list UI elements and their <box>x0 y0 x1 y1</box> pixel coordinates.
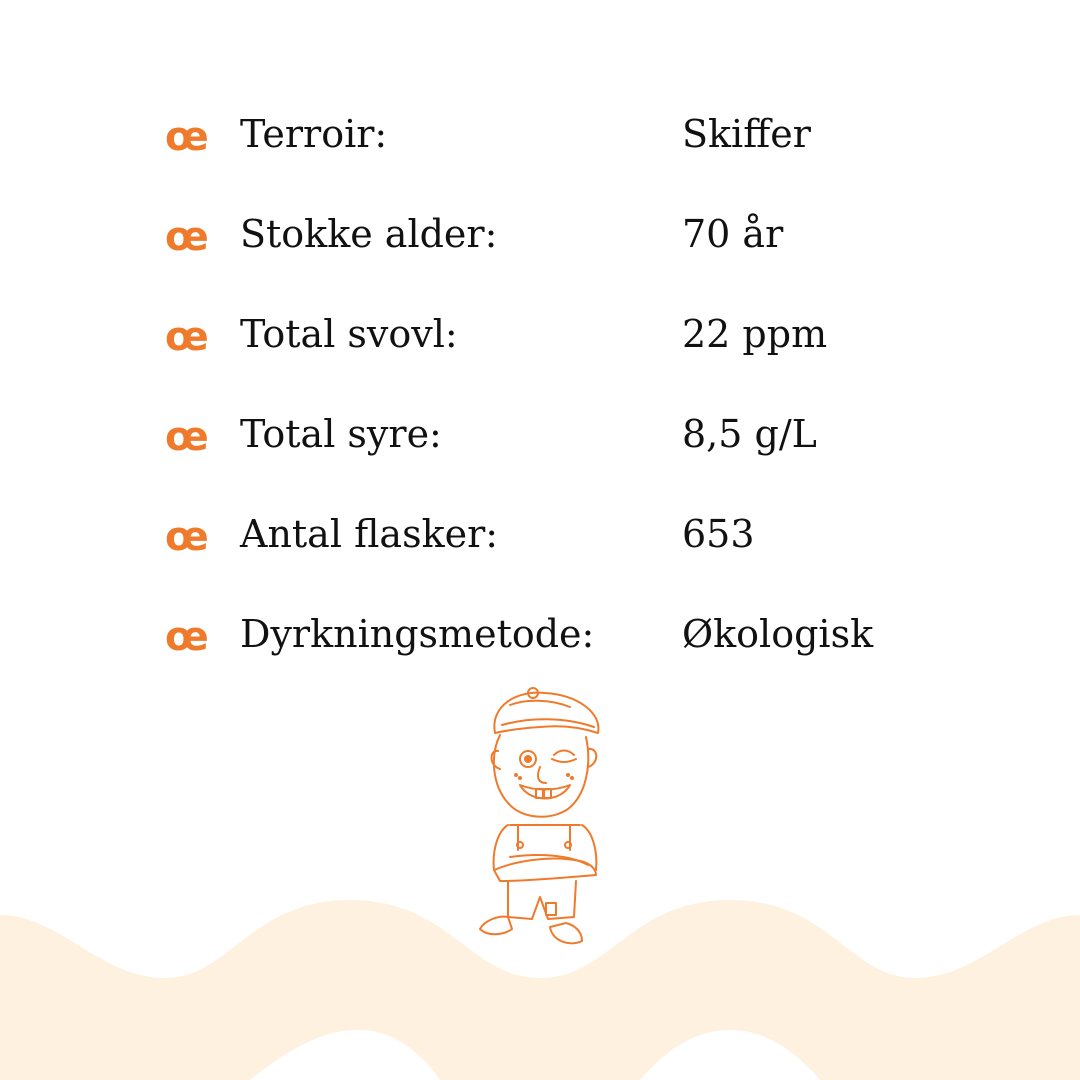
spec-row-stokke-alder <box>0 204 1080 264</box>
spec-label: Total svovl: <box>240 312 458 356</box>
oe-logo-icon: œ <box>165 314 207 360</box>
spec-row-terroir <box>0 104 1080 164</box>
oe-logo-icon: œ <box>165 614 207 660</box>
spec-row-antal-flasker <box>0 504 1080 564</box>
spec-value: 22 ppm <box>682 312 828 356</box>
spec-value: 653 <box>682 512 755 556</box>
spec-label: Terroir: <box>240 112 388 156</box>
spec-label: Total syre: <box>240 412 442 456</box>
oe-logo-icon: œ <box>165 514 207 560</box>
spec-row-dyrkningsmetode <box>0 604 1080 664</box>
oe-logo-icon: œ <box>165 114 207 160</box>
spec-value: 8,5 g/L <box>682 412 817 456</box>
farmer-boy-mascot-icon <box>470 685 610 955</box>
spec-label: Dyrkningsmetode: <box>240 612 595 656</box>
spec-label: Antal flasker: <box>240 512 499 556</box>
spec-row-total-syre <box>0 404 1080 464</box>
oe-logo-icon: œ <box>165 214 207 260</box>
spec-value: 70 år <box>682 212 784 256</box>
spec-label: Stokke alder: <box>240 212 498 256</box>
spec-value: Skiffer <box>682 112 811 156</box>
spec-row-total-svovl <box>0 304 1080 364</box>
oe-logo-icon: œ <box>165 414 207 460</box>
spec-value: Økologisk <box>682 612 874 656</box>
